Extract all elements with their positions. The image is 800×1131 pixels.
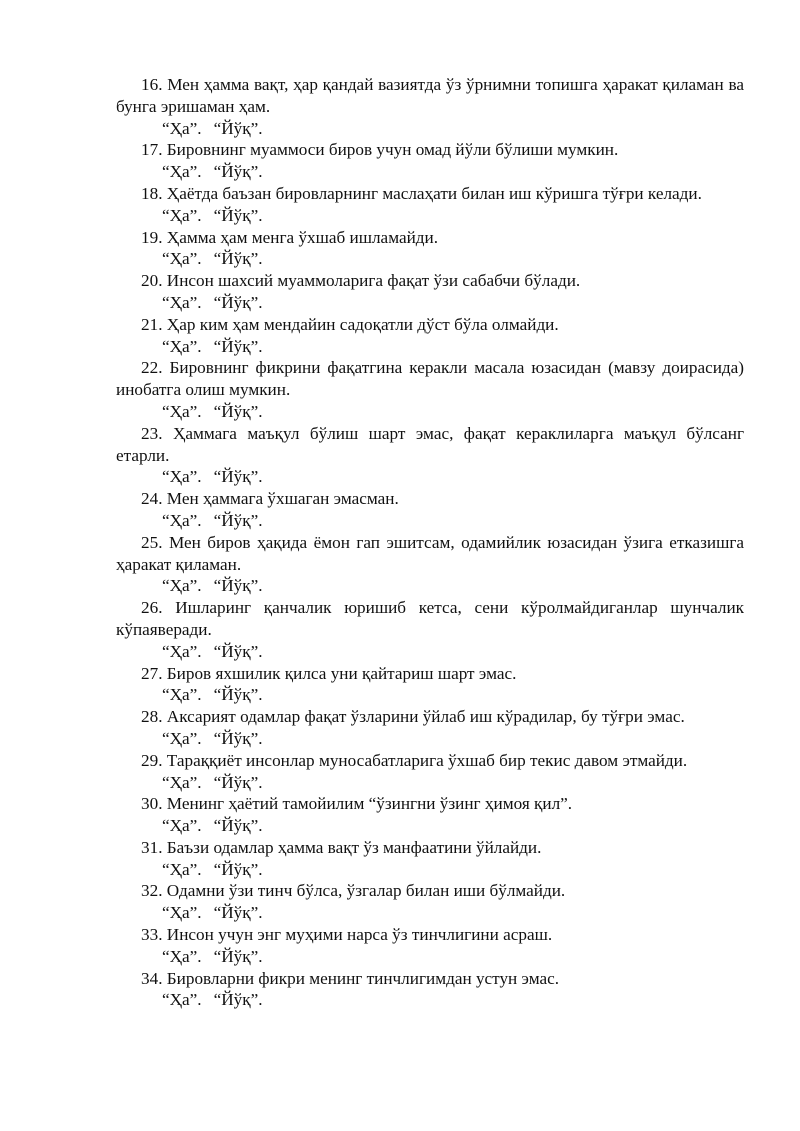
question-number: 20. (141, 271, 163, 291)
question-item (116, 423, 744, 488)
answer-options (116, 510, 744, 532)
question-item (116, 663, 744, 707)
question-text (116, 314, 744, 336)
answer-options (116, 902, 744, 924)
question-item (116, 597, 744, 662)
question-statement: Биров яхшилик қилса уни қайтариш шарт эмас. (166, 663, 517, 683)
answer-options (116, 989, 744, 1011)
question-number: 28. (141, 707, 163, 727)
answer-yes[interactable]: “Ҳа”. (162, 205, 202, 225)
answer-no[interactable]: “Йўқ”. (213, 903, 263, 923)
question-item (116, 227, 744, 271)
question-item (116, 706, 744, 750)
question-statement: Баъзи одамлар ҳамма вақт ўз манфаатини ўйлайди. (166, 837, 542, 857)
answer-yes[interactable]: “Ҳа”. (162, 685, 202, 705)
answer-yes[interactable]: “Ҳа”. (162, 946, 202, 966)
question-number: 22. (141, 358, 163, 378)
answer-yes[interactable]: “Ҳа”. (162, 576, 202, 596)
question-number: 26. (141, 598, 163, 618)
answer-yes[interactable]: “Ҳа”. (162, 249, 202, 269)
question-item (116, 357, 744, 422)
question-item (116, 314, 744, 358)
answer-options (116, 466, 744, 488)
answer-options (116, 161, 744, 183)
answer-no[interactable]: “Йўқ”. (213, 772, 263, 792)
answer-no[interactable]: “Йўқ”. (213, 162, 263, 182)
question-statement: Ишларинг қанчалик юришиб кетса, сени кўролмайдиганлар шунчалик кўпаяверади. (116, 598, 744, 639)
question-number: 27. (141, 663, 163, 683)
question-item (116, 837, 744, 881)
question-statement: Мен ҳаммага ўхшаган эмасман. (166, 489, 399, 509)
question-item (116, 270, 744, 314)
answer-no[interactable]: “Йўқ”. (213, 728, 263, 748)
question-item (116, 488, 744, 532)
answer-no[interactable]: “Йўқ”. (213, 816, 263, 836)
question-number: 23. (141, 423, 163, 443)
question-number: 34. (141, 968, 163, 988)
answer-no[interactable]: “Йўқ”. (213, 249, 263, 269)
answer-options (116, 815, 744, 837)
answer-options (116, 205, 744, 227)
question-number: 18. (141, 183, 163, 203)
question-number: 25. (141, 532, 163, 552)
question-text (116, 270, 744, 292)
question-item (116, 139, 744, 183)
question-text (116, 357, 744, 401)
question-text (116, 423, 744, 467)
answer-yes[interactable]: “Ҳа”. (162, 903, 202, 923)
question-text (116, 532, 744, 576)
question-statement: Ҳаммага маъқул бўлиш шарт эмас, фақат кераклиларга маъқул бўлсанг етарли. (116, 423, 745, 465)
question-item (116, 532, 744, 597)
answer-options (116, 401, 744, 423)
question-text (116, 880, 744, 902)
answer-options (116, 946, 744, 968)
question-text (116, 837, 744, 859)
question-statement: Мен ҳамма вақт, ҳар қандай вазиятда ўз ўрнимни топишга ҳаракат қиламан ва бунга эришаман ҳам. (116, 75, 744, 116)
answer-options (116, 859, 744, 881)
question-item (116, 793, 744, 837)
answer-options (116, 248, 744, 270)
question-number: 29. (141, 750, 163, 770)
question-text (116, 750, 744, 772)
question-number: 30. (141, 794, 163, 814)
answer-yes[interactable]: “Ҳа”. (162, 336, 202, 356)
question-statement: Ҳар ким ҳам мендайин садоқатли дўст бўла олмайди. (166, 314, 559, 334)
question-statement: Одамни ўзи тинч бўлса, ўзгалар билан иши бўлмайди. (166, 881, 566, 901)
question-statement: Ҳаётда баъзан бировларнинг маслаҳати билан иш кўришга тўғри келади. (166, 183, 702, 203)
question-text (116, 597, 744, 641)
answer-no[interactable]: “Йўқ”. (213, 401, 263, 421)
answer-no[interactable]: “Йўқ”. (213, 292, 263, 312)
question-text (116, 74, 744, 118)
answer-no[interactable]: “Йўқ”. (213, 467, 263, 487)
question-text (116, 968, 744, 990)
answer-options (116, 118, 744, 140)
answer-no[interactable]: “Йўқ”. (213, 205, 263, 225)
question-text (116, 706, 744, 728)
answer-yes[interactable]: “Ҳа”. (162, 772, 202, 792)
question-text (116, 183, 744, 205)
answer-yes[interactable]: “Ҳа”. (162, 859, 202, 879)
answer-options (116, 292, 744, 314)
answer-yes[interactable]: “Ҳа”. (162, 990, 202, 1010)
answer-no[interactable]: “Йўқ”. (213, 510, 263, 530)
question-text (116, 924, 744, 946)
question-number: 19. (141, 227, 163, 247)
answer-no[interactable]: “Йўқ”. (213, 859, 263, 879)
question-item (116, 183, 744, 227)
question-number: 32. (141, 881, 163, 901)
answer-yes[interactable]: “Ҳа”. (162, 816, 202, 836)
question-text (116, 488, 744, 510)
question-item (116, 968, 744, 1012)
answer-yes[interactable]: “Ҳа”. (162, 118, 202, 138)
question-statement: Бировларни фикри менинг тинчлигимдан устун эмас. (166, 968, 560, 988)
question-number: 16. (141, 75, 163, 94)
question-statement: Мен биров ҳақида ёмон гап эшитсам, одамийлик юзасидан ўзига етказишга ҳаракат қиламан. (116, 532, 745, 574)
question-number: 31. (141, 837, 163, 857)
answer-options (116, 728, 744, 750)
question-statement: Аксарият одамлар фақат ўзларини ўйлаб иш кўрадилар, бу тўғри эмас. (166, 707, 685, 727)
question-item (116, 74, 744, 139)
question-number: 17. (141, 140, 163, 160)
question-statement: Менинг ҳаётий тамойилим “ўзингни ўзинг ҳимоя қил”. (166, 794, 573, 814)
question-statement: Бировнинг муаммоси биров учун омад йўли бўлиши мумкин. (166, 140, 619, 160)
answer-no[interactable]: “Йўқ”. (213, 685, 263, 705)
answer-no[interactable]: “Йўқ”. (213, 576, 263, 596)
answer-yes[interactable]: “Ҳа”. (162, 401, 202, 421)
answer-yes[interactable]: “Ҳа”. (162, 292, 202, 312)
answer-options (116, 575, 744, 597)
question-number: 24. (141, 489, 163, 509)
question-number: 21. (141, 314, 163, 334)
answer-options (116, 772, 744, 794)
answer-no[interactable]: “Йўқ”. (213, 946, 263, 966)
answer-yes[interactable]: “Ҳа”. (162, 467, 202, 487)
answer-yes[interactable]: “Ҳа”. (162, 641, 202, 661)
answer-no[interactable]: “Йўқ”. (213, 990, 263, 1010)
document-page (116, 74, 744, 1011)
answer-options (116, 641, 744, 663)
question-statement: Тараққиёт инсонлар муносабатларига ўхшаб бир текис давом этмайди. (166, 750, 688, 770)
question-number: 33. (141, 925, 163, 945)
answer-no[interactable]: “Йўқ”. (213, 118, 263, 138)
question-statement: Инсон шахсий муаммоларига фақат ўзи сабабчи бўлади. (166, 271, 581, 291)
question-statement: Бировнинг фикрини фақатгина керакли масала юзасидан (мавзу доирасида) инобатга олиш мумкин. (116, 358, 745, 400)
question-text (116, 227, 744, 249)
question-item (116, 880, 744, 924)
question-item (116, 924, 744, 968)
question-statement: Ҳамма ҳам менга ўхшаб ишламайди. (166, 227, 439, 247)
answer-no[interactable]: “Йўқ”. (213, 641, 263, 661)
answer-options (116, 684, 744, 706)
answer-yes[interactable]: “Ҳа”. (162, 510, 202, 530)
question-statement: Инсон учун энг муҳими нарса ўз тинчлигини асраш. (166, 925, 553, 945)
answer-options (116, 336, 744, 358)
question-text (116, 793, 744, 815)
question-text (116, 663, 744, 685)
answer-no[interactable]: “Йўқ”. (213, 336, 263, 356)
answer-yes[interactable]: “Ҳа”. (162, 162, 202, 182)
question-item (116, 750, 744, 794)
answer-yes[interactable]: “Ҳа”. (162, 728, 202, 748)
question-text (116, 139, 744, 161)
